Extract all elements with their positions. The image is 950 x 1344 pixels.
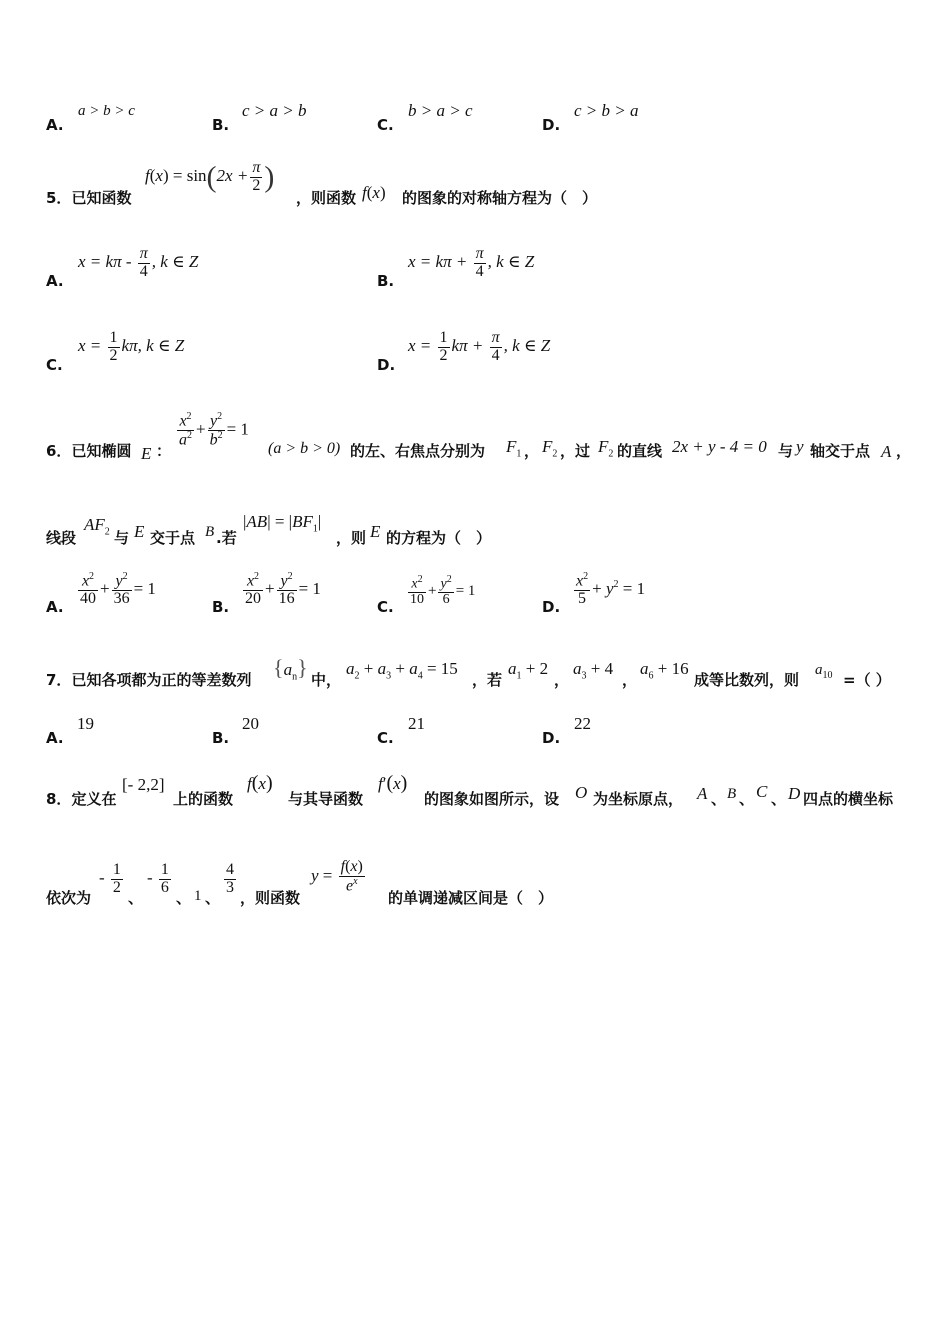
q5-option-d-label: D. <box>377 356 396 374</box>
q4-option-c-label: C. <box>377 116 394 134</box>
q6-option-c-label: C. <box>377 598 394 616</box>
q6-option-d-expr: $\frac{x^2}{5}$ + $y^2 = 1$ <box>576 571 646 608</box>
q6-ellipse-name: E <box>141 444 152 463</box>
q8-value-4: $\frac{4}{3}$ <box>226 861 234 896</box>
q6-ab-bf1: $|AB| = |BF_1|$ <box>243 512 322 535</box>
q8-point-b: B <box>727 786 737 802</box>
q7-text-6: 成等比数列，则 <box>694 671 800 689</box>
q7-number: 7．已知各项都为正的等差数列 <box>46 671 252 689</box>
q6-f1: $F_1$ <box>506 437 522 460</box>
q8-fx: f(x) <box>247 772 273 794</box>
q8-text-15: ，则函数 <box>240 889 301 907</box>
q5-text-2: ，则函数 <box>296 189 357 207</box>
q7-sum-expression: $a_2 + a_3 + a_4 = 15$ <box>346 659 458 682</box>
q7-option-a-value: 19 <box>77 714 94 733</box>
q5-option-c-expr: x = $\frac{1}{2}$ kπ, k ∈ Z <box>78 329 185 364</box>
q7-text-5: ， <box>622 671 638 689</box>
q7-option-b-label: B. <box>212 729 230 747</box>
q7-sequence: $\{a_n\}$ <box>273 655 308 683</box>
q8-value-2: - $\frac{1}{6}$ <box>147 861 169 896</box>
q6-option-b-label: B. <box>212 598 230 616</box>
q8-text-8: 、 <box>771 790 787 808</box>
q6-f2: $F_2$ <box>542 437 558 460</box>
q8-point-d: D <box>788 784 801 803</box>
q4-option-a-expr: a > b > c <box>78 103 135 119</box>
q8-point-a: A <box>697 784 708 803</box>
q8-text-2: 上的函数 <box>173 790 234 808</box>
q4-option-c-expr: b > a > c <box>408 101 473 120</box>
q6-text-15: 的方程为（ ） <box>386 529 492 547</box>
q7-term-3: $a_6 + 16$ <box>640 659 689 682</box>
q5-option-d-expr: x = $\frac{1}{2}$ kπ + $\frac{\pi}{4}$ , k ∈ Z <box>408 329 551 364</box>
q8-point-c: C <box>756 782 768 801</box>
q8-text-3: 与其导函数 <box>288 790 364 808</box>
q8-text-10: 依次为 <box>46 889 92 907</box>
q8-origin: O <box>575 783 588 802</box>
q8-derivative: f′(x) <box>378 772 408 794</box>
q6-af2: $AF_2$ <box>84 515 110 538</box>
q6-text-7: 与 <box>778 442 794 460</box>
q6-option-d-label: D. <box>542 598 561 616</box>
q5-option-b-label: B. <box>377 272 395 290</box>
q8-text-11: 、 <box>128 889 144 907</box>
q8-number: 8．定义在 <box>46 790 117 808</box>
q4-option-d-label: D. <box>542 116 561 134</box>
q6-ellipse-ref-2: E <box>370 522 381 541</box>
q7-term-2: $a_3 + 4$ <box>573 659 614 682</box>
q5-option-a-expr: x = kπ - $\frac{\pi}{4}$ , k ∈ Z <box>78 245 199 280</box>
q6-option-a-expr: $\frac{x^2}{40}$ + $\frac{y^2}{36}$ = 1 <box>80 571 156 608</box>
q6-text-10: 线段 <box>46 529 77 547</box>
q6-option-a-label: A. <box>46 598 64 616</box>
q8-text-12: 、 <box>176 889 192 907</box>
q6-text-6: 的直线 <box>617 442 663 460</box>
q6-ellipse-ref: E <box>134 522 145 541</box>
q4-option-a-label: A. <box>46 116 64 134</box>
q8-interval: [- 2,2] <box>122 775 165 794</box>
q6-text-9: ， <box>896 442 912 460</box>
q4-option-b-expr: c > a > b <box>242 101 307 120</box>
q6-text-11: 与 <box>114 529 130 547</box>
q5-number: 5．已知函数 <box>46 189 132 207</box>
q7-a10: $a_{10}$ <box>815 662 833 681</box>
q6-option-b-expr: $\frac{x^2}{20}$ + $\frac{y^2}{16}$ = 1 <box>245 571 321 608</box>
q6-text-14: ，则 <box>336 529 367 547</box>
q8-text-6: 、 <box>711 790 727 808</box>
q7-option-a-label: A. <box>46 729 64 747</box>
q6-ellipse-equation: $\frac{x^2}{a^2}$ + $\frac{y^2}{b^2}$ = 1 <box>179 411 249 449</box>
q7-term-1: $a_1 + 2$ <box>508 659 549 682</box>
q6-y-axis: y <box>796 437 804 456</box>
q8-text-7: 、 <box>739 790 755 808</box>
q5-text-3: 的图象的对称轴方程为（ ） <box>402 189 598 207</box>
q5-function-def: f(x) = sin(2x + $\frac{\pi}{2}$ ) <box>145 159 275 194</box>
q8-text-4: 的图象如图所示，设 <box>424 790 560 808</box>
q6-text-13: .若 <box>216 529 237 547</box>
q8-function-y: y = $\frac{f(x)}{e^x}$ <box>311 858 363 895</box>
q6-number: 6．已知椭圆 <box>46 442 132 460</box>
q6-f2-b: $F_2$ <box>598 437 614 460</box>
q6-text-8: 轴交于点 <box>810 442 871 460</box>
q6-condition: (a > b > 0) <box>268 440 341 457</box>
q4-option-b-label: B. <box>212 116 230 134</box>
q7-text-7: =（ ） <box>843 671 891 689</box>
q6-point-a: A <box>881 442 892 461</box>
q5-fx: f(x) <box>362 183 386 202</box>
q7-option-c-label: C. <box>377 729 394 747</box>
q5-option-b-expr: x = kπ + $\frac{\pi}{4}$ , k ∈ Z <box>408 245 535 280</box>
q7-text-3: ，若 <box>472 671 503 689</box>
q8-text-16: 的单调递减区间是（ ） <box>388 889 554 907</box>
q6-point-b: B <box>205 524 215 540</box>
q6-text-4: ， <box>524 442 540 460</box>
q6-text-12: 交于点 <box>150 529 196 547</box>
q6-text-2: ： <box>156 442 172 460</box>
q8-text-5: 为坐标原点， <box>593 790 684 808</box>
q6-line-equation: 2x + y - 4 = 0 <box>672 437 767 456</box>
q5-option-a-label: A. <box>46 272 64 290</box>
q6-text-3: 的左、右焦点分别为 <box>350 442 486 460</box>
q7-option-d-label: D. <box>542 729 561 747</box>
q6-option-c-expr: $\frac{x^2}{10}$ + $\frac{y^2}{6}$ = 1 <box>410 574 476 608</box>
q4-option-d-expr: c > b > a <box>574 101 639 120</box>
q7-option-d-value: 22 <box>574 714 591 733</box>
q7-option-c-value: 21 <box>408 714 425 733</box>
q8-text-14: 、 <box>205 889 221 907</box>
q8-text-9: 四点的横坐标 <box>803 790 894 808</box>
q7-text-4: ， <box>554 671 570 689</box>
q6-text-5: ，过 <box>560 442 591 460</box>
q8-value-3: 1 <box>194 888 202 904</box>
q7-option-b-value: 20 <box>242 714 259 733</box>
q8-value-1: - $\frac{1}{2}$ <box>99 861 121 896</box>
q7-text-2: 中， <box>311 671 342 689</box>
q5-option-c-label: C. <box>46 356 63 374</box>
